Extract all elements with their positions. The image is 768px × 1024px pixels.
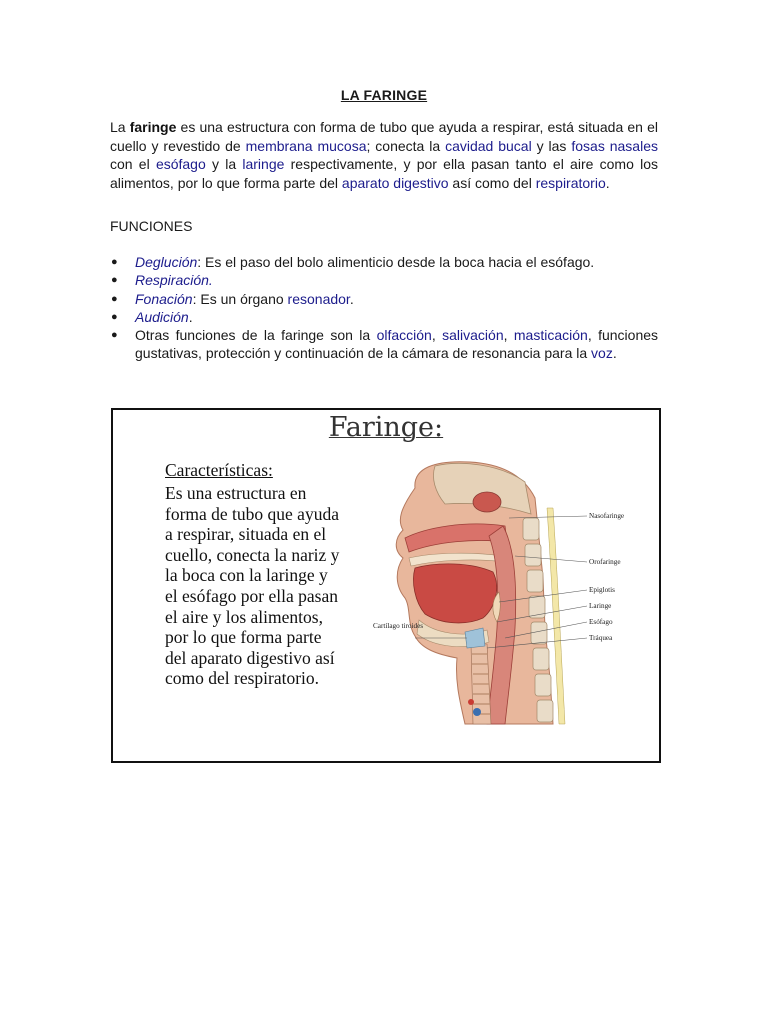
cartilago-label-svg (371, 618, 451, 632)
vessel (468, 699, 474, 705)
figure-text-line: el esófago por ella pasan (165, 585, 338, 606)
pharynx-anatomy-illustration (375, 458, 655, 728)
link-resonador[interactable]: resonador (287, 290, 350, 307)
figure-text-line: Es una estructura en (165, 483, 307, 503)
intro-text: es una estructura con forma de tubo que ayuda a respirar, está situada en el cuello y revestido de (110, 119, 658, 154)
label-laringe: Laringe (589, 602, 612, 610)
item-text: . (349, 290, 354, 307)
link-salivacion[interactable]: salivación (442, 327, 504, 344)
label-orofaringe: Orofaringe (589, 558, 621, 566)
label-epiglotis: Epiglotis (589, 586, 615, 594)
sinus (473, 492, 501, 512)
list-item (110, 308, 658, 326)
link-membrana-mucosa[interactable]: membrana mucosa (245, 137, 367, 154)
link-deglucion[interactable]: Deglución (135, 254, 198, 270)
figure-heading: Características: (165, 460, 273, 480)
link-aparato-digestivo[interactable]: aparato digestivo (341, 174, 449, 191)
intro-text: . (605, 174, 610, 191)
intro-text: respectivamente, y por ella pasan tanto el aire como los alimentos, por lo que forma parte del (110, 156, 658, 191)
item-text: . (188, 308, 193, 325)
list-item (110, 271, 658, 289)
funciones-heading: FUNCIONES (110, 218, 193, 234)
item-text: . (612, 345, 617, 362)
label-esofago: Esófago (589, 618, 613, 626)
link-laringe[interactable]: laringe (242, 156, 285, 172)
figure-text-line: del aparato digestivo así (165, 647, 335, 668)
intro-text: así como del (448, 174, 536, 191)
tongue (413, 564, 496, 623)
bullet-icon: ● (111, 310, 118, 323)
link-cavidad-bucal[interactable]: cavidad bucal (445, 137, 532, 154)
item-text: , (431, 327, 443, 344)
link-esofago[interactable]: esófago (155, 156, 206, 172)
funciones-list (110, 253, 658, 363)
item-text: , (503, 327, 514, 344)
list-item (110, 290, 658, 308)
link-masticacion[interactable]: masticación (513, 327, 588, 344)
link-fonacion[interactable]: Fonación (135, 290, 193, 307)
vessel (473, 708, 481, 716)
bullet-icon: ● (111, 256, 118, 268)
figure-text-line: cuello, conecta la nariz y (165, 544, 340, 565)
figure-text-line: por lo que forma parte (165, 627, 322, 648)
item-text: : Es el paso del bolo alimenticio desde la boca hacia el esófago. (197, 254, 595, 270)
intro-text: y las (531, 137, 572, 154)
item-text: Otras funciones de la faringe son la (135, 327, 377, 344)
intro-text: La (110, 119, 130, 135)
faringe-figure (111, 408, 661, 763)
label-traquea: Tráquea (589, 634, 613, 642)
bullet-icon: ● (111, 274, 118, 287)
label-nasofaringe: Nasofaringe (589, 512, 625, 520)
intro-text: y la (205, 156, 243, 172)
figure-text-line: forma de tubo que ayuda (165, 503, 339, 524)
figure-title: Faringe: (328, 412, 444, 443)
link-olfaccion[interactable]: olfacción (376, 327, 432, 344)
link-voz[interactable]: voz (591, 345, 613, 362)
figure-text-line: el aire y los alimentos, (165, 606, 323, 627)
list-item (110, 326, 658, 363)
figure-text-line: como del respiratorio. (165, 668, 320, 689)
intro-text: ; conecta la (366, 137, 446, 154)
item-text: : Es un órgano (192, 290, 288, 307)
list-item (110, 253, 658, 271)
link-respiratorio[interactable]: respiratorio (535, 174, 606, 191)
link-audicion[interactable]: Audición (135, 308, 189, 325)
figure-text-line: a respirar, situada en el (165, 524, 327, 545)
intro-text: con el (110, 156, 156, 172)
bullet-icon: ● (111, 329, 118, 342)
figure-text (165, 483, 385, 689)
link-fosas-nasales[interactable]: fosas nasales (571, 137, 658, 154)
figure-text-line: la boca con la laringe y (165, 565, 328, 586)
page-title: LA FARINGE (340, 87, 428, 103)
bullet-icon: ● (111, 292, 118, 305)
link-respiracion[interactable]: Respiración. (135, 272, 213, 289)
label-cartilago-tiroides: Cartílago tiroides (373, 622, 424, 630)
intro-paragraph (110, 118, 658, 192)
item-text: , funciones gustativas, protección y continuación de la cámara de resonancia para la (135, 327, 659, 362)
faringe-term: faringe (129, 119, 177, 135)
